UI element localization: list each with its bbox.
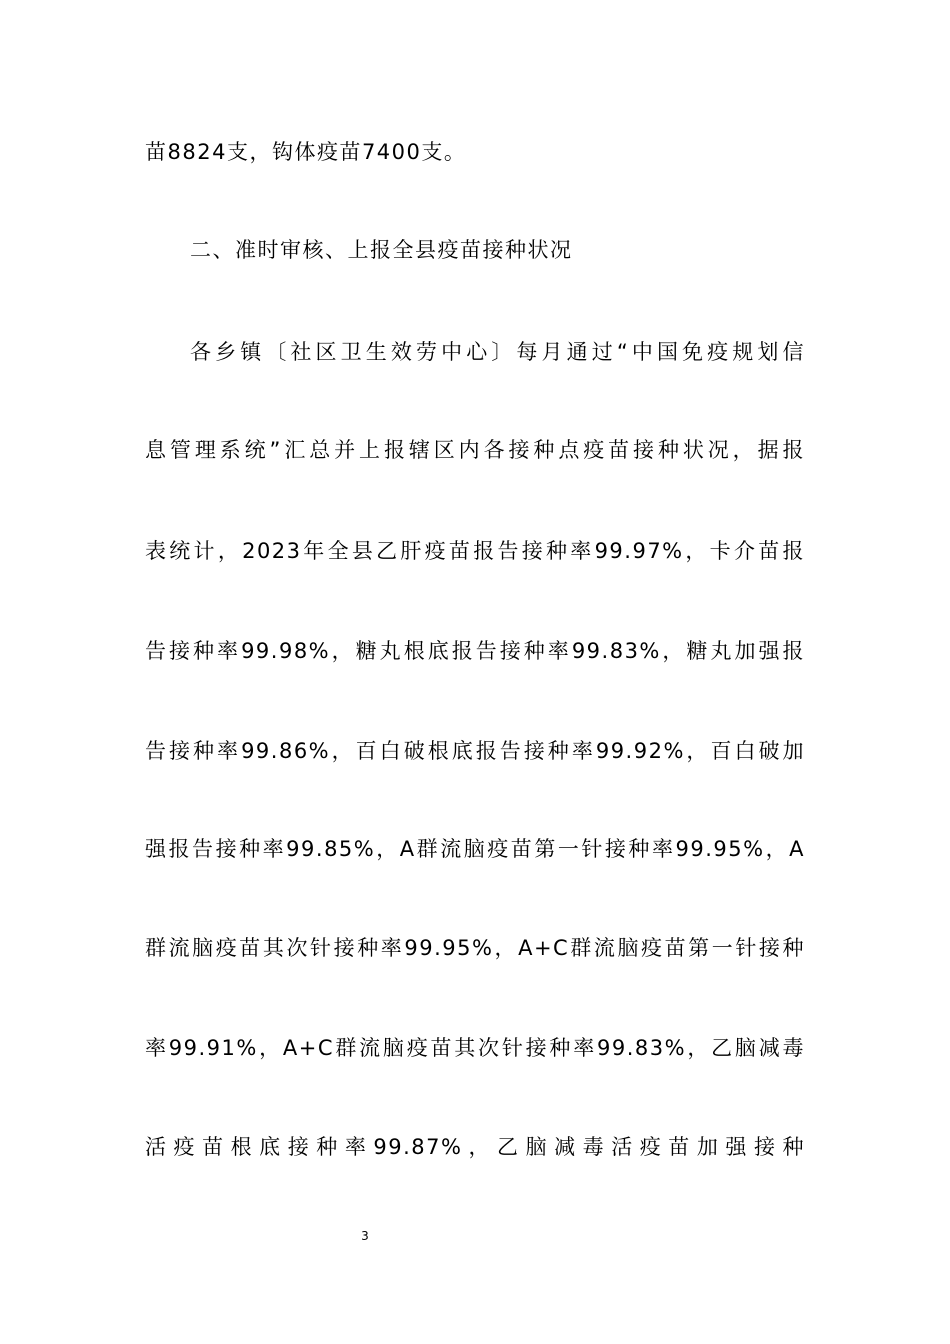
text-line-1: 苗8824支，钩体疫苗7400支。 bbox=[145, 140, 467, 164]
text-line-4: 息管理系统”汇总并上报辖区内各接种点疫苗接种状况，据报 bbox=[145, 438, 805, 462]
text-line-3: 各乡镇〔社区卫生效劳中心〕每月通过“中国免疫规划信 bbox=[190, 340, 805, 364]
text-line-8: 强报告接种率99.85%，A群流脑疫苗第一针接种率99.95%，A bbox=[145, 837, 805, 861]
section-heading: 二、准时审核、上报全县疫苗接种状况 bbox=[190, 238, 573, 262]
text-line-11: 活疫苗根底接种率99.87%，乙脑减毒活疫苗加强接种 bbox=[145, 1135, 805, 1159]
text-line-7: 告接种率99.86%，百白破根底报告接种率99.92%，百白破加 bbox=[145, 739, 805, 763]
page-number: 3 bbox=[361, 1229, 369, 1243]
text-line-5: 表统计，2023年全县乙肝疫苗报告接种率99.97%，卡介苗报 bbox=[145, 539, 805, 563]
text-line-9: 群流脑疫苗其次针接种率99.95%，A+C群流脑疫苗第一针接种 bbox=[145, 936, 805, 960]
text-line-10: 率99.91%，A+C群流脑疫苗其次针接种率99.83%，乙脑减毒 bbox=[145, 1036, 805, 1060]
text-line-6: 告接种率99.98%，糖丸根底报告接种率99.83%，糖丸加强报 bbox=[145, 639, 805, 663]
